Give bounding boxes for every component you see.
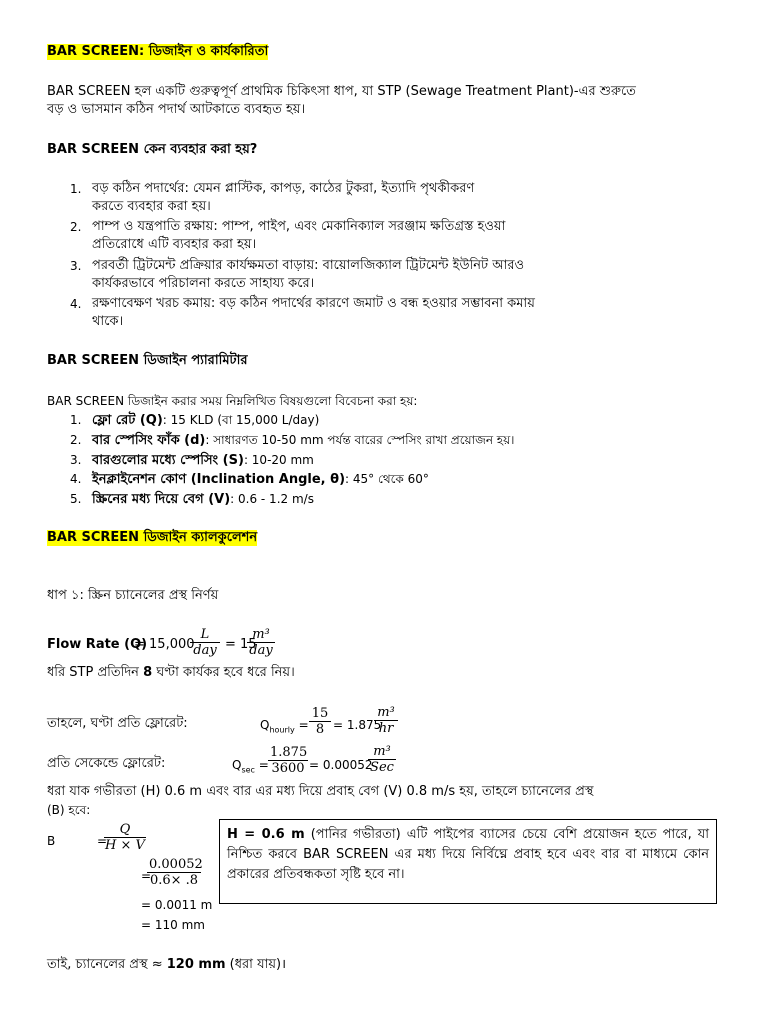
design-heading: BAR SCREEN ডিজাইন প্যারামিটার <box>47 353 248 368</box>
hourly-unit <box>374 705 398 736</box>
design-item-3 <box>92 452 314 469</box>
b-fraction-2 <box>147 857 201 888</box>
why-item-3-line-1: পরবর্তী ট্রিটমেন্ট প্রক্রিয়ার কার্যক্ষমতা বাড়ায়: বায়োলজিক্যাল ট্রিটমেন্ট ইউনিট আরও <box>92 258 525 273</box>
list-number: 3. <box>70 453 82 467</box>
stp-line-b: 8 <box>143 665 153 680</box>
intro-line-1: BAR SCREEN হল একটি গুরুত্বপূর্ণ প্রাথমিক চিকিৎসা ধাপ, যা STP (Sewage Treatment Plant)-এর শুরুতে <box>47 84 636 99</box>
flow-label: Flow Rate (Q) <box>47 637 148 652</box>
sec-symbol <box>232 757 269 778</box>
flow-fraction-1 <box>190 627 220 658</box>
why-item-4-line-1: রক্ষণাবেক্ষণ খরচ কমায়: বড় কঠিন পদার্থের কারণে জমাট ও বন্ধ হওয়ার সম্ভাবনা কমায় <box>92 296 535 311</box>
sec-unit <box>368 744 396 775</box>
fraction-numerator: L <box>190 627 220 643</box>
document-title: BAR SCREEN: ডিজাইন ও কার্যকারিতা <box>47 44 269 59</box>
note-box <box>219 819 717 904</box>
param-label: ফ্লো রেট (Q) <box>92 413 163 428</box>
param-label: ইনক্লাইনেশন কোণ (Inclination Angle, θ) <box>92 472 346 487</box>
final-a: তাই, চ্যানেলের প্রস্থ ≈ <box>47 957 163 972</box>
intro-line-2: বড় ও ভাসমান কঠিন পদার্থ আটকাতে ব্যবহৃত হয়। <box>47 102 306 117</box>
hourly-result: = 1.875 <box>333 718 382 732</box>
final-c: (ধরা যায়)। <box>229 957 286 972</box>
q-symbol: Q <box>232 758 242 772</box>
fraction-numerator: m³ <box>374 705 398 721</box>
list-number: 4. <box>70 472 82 486</box>
param-value: : 45° থেকে 60° <box>345 472 429 486</box>
param-value: : 0.6 - 1.2 m/s <box>230 492 314 506</box>
hourly-label: তাহলে, ঘণ্টা প্রতি ফ্লোরেট: <box>47 716 188 731</box>
flow-eq-1: = 15,000 <box>134 637 195 652</box>
list-number: 2. <box>70 433 82 447</box>
fraction-denominator: Sec <box>370 760 394 775</box>
fraction-denominator: 3600 <box>271 761 305 776</box>
param-label: বারগুলোর মধ্যে স্পেসিং (S) <box>92 453 244 468</box>
list-number: 3. <box>70 259 82 273</box>
fraction-denominator: day <box>249 643 273 658</box>
flow-eq-2: = 15 <box>225 637 257 652</box>
b-eq-2: = <box>141 869 152 883</box>
note-text: (পানির গভীরতা) এটি পাইপের ব্যাসের চেয়ে বেশি প্রয়োজন হতে পারে, যা নিশ্চিত করবে BAR SCREEN এর মধ্য দিয়ে নির্বিঘ্নে প্রবাহ হবে এবং বার বা মাধ্যমে কোন প্রকারের প্রতিবন্ধকতা সৃষ্টি হবে না। <box>227 827 709 882</box>
flow-fraction-2 <box>247 627 275 658</box>
stp-line-c: ঘণ্টা কার্যকর হবে ধরে নিয়। <box>156 665 295 680</box>
list-number: 4. <box>70 297 82 311</box>
list-number: 2. <box>70 220 82 234</box>
sec-label: প্রতি সেকেন্ডে ফ্লোরেট: <box>47 756 166 771</box>
why-item-4-line-2: থাকে। <box>92 314 124 329</box>
stp-line-a: ধরি STP প্রতিদিন <box>47 665 139 680</box>
hourly-fraction <box>309 706 331 737</box>
fraction-denominator: 8 <box>315 722 325 737</box>
b-label: B <box>47 834 56 848</box>
list-number: 1. <box>70 413 82 427</box>
fraction-numerator: 0.00052 <box>149 857 203 872</box>
note-bold: H = 0.6 m <box>227 827 305 842</box>
stp-hours-line <box>47 665 295 681</box>
sec-fraction <box>268 745 308 776</box>
fraction-denominator: 0.6× .8 <box>149 873 199 888</box>
design-item-2 <box>92 432 514 449</box>
b-result-2: = 110 mm <box>141 918 205 932</box>
b-eq: = <box>97 834 108 848</box>
fraction-numerator: 1.875 <box>270 745 308 760</box>
depth-line-1: ধরা যাক গভীরতা (H) 0.6 m এবং বার এর মধ্য দিয়ে প্রবাহ বেগ (V) 0.8 m/s হয়, তাহলে চ্যানেলের প্রস্থ <box>47 784 594 799</box>
list-number: 1. <box>70 182 82 196</box>
why-item-2-line-2: প্রতিরোধে এটি ব্যবহার করা হয়। <box>92 237 257 252</box>
fraction-denominator: H × V <box>105 838 145 853</box>
param-label: বার স্পেসিং ফাঁক (d) <box>92 433 206 448</box>
param-value: : সাধারণত 10-50 mm পর্যন্ত বারের স্পেসিং রাখা প্রয়োজন হয়। <box>205 433 515 447</box>
q-symbol: Q <box>260 718 270 732</box>
equals: = <box>258 758 269 772</box>
sec-result: = 0.00052 <box>309 758 373 772</box>
q-subscript: hourly <box>269 725 295 735</box>
fraction-numerator: 15 <box>309 706 331 722</box>
design-item-1 <box>92 412 319 429</box>
why-heading: BAR SCREEN কেন ব্যবহার করা হয়? <box>47 142 258 157</box>
final-b: 120 mm <box>166 957 226 972</box>
why-item-1-line-2: করতে ব্যবহার করা হয়। <box>92 199 211 214</box>
hourly-symbol <box>260 717 309 738</box>
equals: = <box>298 718 309 732</box>
fraction-denominator: day <box>193 643 217 658</box>
param-value: : 15 KLD (বা 15,000 L/day) <box>162 413 320 427</box>
fraction-numerator: m³ <box>368 744 396 760</box>
list-number: 5. <box>70 492 82 506</box>
fraction-numerator: Q <box>104 822 146 838</box>
design-item-5 <box>92 491 314 508</box>
depth-line-2: (B) হবে: <box>47 803 91 817</box>
b-fraction <box>104 822 146 853</box>
design-item-4 <box>92 471 429 488</box>
b-result-1: = 0.0011 m <box>141 898 213 912</box>
calc-heading: BAR SCREEN ডিজাইন ক্যালকুলেশন <box>47 530 258 545</box>
why-item-3-line-2: কার্যকরভাবে পরিচালনা করতে সাহায্য করে। <box>92 276 315 291</box>
calc-step-1: ধাপ ১: স্ক্রিন চ্যানেলের প্রস্থ নির্ণয় <box>47 588 219 603</box>
fraction-numerator: m³ <box>247 627 275 643</box>
final-width-line <box>47 957 286 973</box>
param-label: স্ক্রিনের মধ্য দিয়ে বেগ (V) <box>92 492 231 507</box>
fraction-denominator: hr <box>378 721 394 736</box>
why-item-1-line-1: বড় কঠিন পদার্থের: যেমন প্লাস্টিক, কাপড়, কাঠের টুকরা, ইত্যাদি পৃথকীকরণ <box>92 181 475 196</box>
q-subscript: sec <box>241 765 255 775</box>
param-value: : 10-20 mm <box>243 453 314 467</box>
why-item-2-line-1: পাম্প ও যন্ত্রপাতি রক্ষায়: পাম্প, পাইপ, এবং মেকানিক্যাল সরঞ্জাম ক্ষতিগ্রস্ত হওয়া <box>92 219 506 234</box>
design-intro: BAR SCREEN ডিজাইন করার সময় নিম্নলিখিত বিষয়গুলো বিবেচনা করা হয়: <box>47 394 418 408</box>
